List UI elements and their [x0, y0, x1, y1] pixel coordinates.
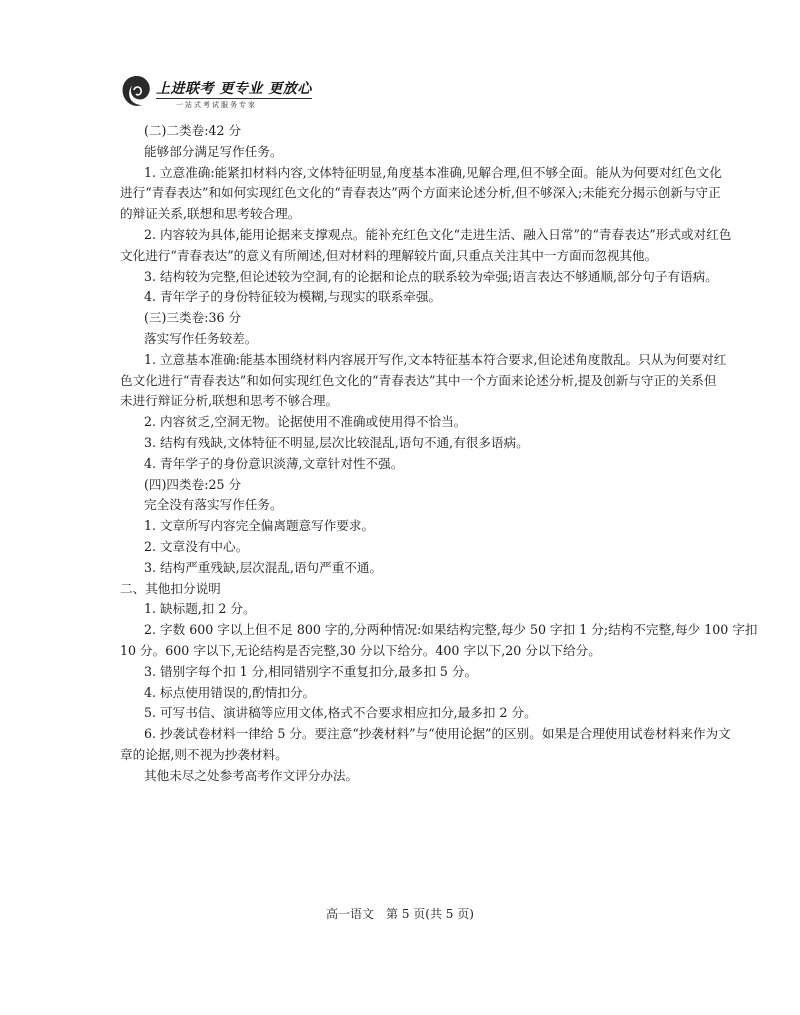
text-line: 1. 立意准确:能紧扣材料内容,文体特征明显,角度基本准确,见解合理,但不够全面。能从为何要对红色文化 [144, 164, 722, 180]
text-line: 1. 立意基本准确:能基本围绕材料内容展开写作,文本特征基本符合要求,但论述角度散乱。只从为何要对红 [144, 351, 727, 367]
text-line: 2. 内容较为具体,能用论据来支撑观点。能补充红色文化“走进生活、融入日常”的“青春表达”形式或对红色 [144, 226, 732, 242]
text-line: 3. 结构严重残缺,层次混乱,语句严重不通。 [144, 559, 383, 575]
text-line: 进行“青春表达”和如何实现红色文化的“青春表达”两个方面来论述分析,但不够深入;未能充分揭示创新与守正 [120, 185, 721, 201]
document-body [120, 121, 758, 787]
text-line: 4. 标点使用错误的,酌情扣分。 [144, 684, 316, 700]
text-line: 2. 内容贫乏,空洞无物。论据使用不准确或使用得不恰当。 [144, 414, 467, 430]
text-line: 完全没有落实写作任务。 [144, 497, 283, 513]
text-line: 1. 文章所写内容完全偏离题意写作要求。 [144, 518, 375, 534]
text-line: 4. 青年学子的身份意识淡薄,文章针对性不强。 [144, 455, 404, 471]
text-line: (二)二类卷:42 分 [144, 123, 242, 138]
text-line: 色文化进行“青春表达”和如何实现红色文化的“青春表达”其中一个方面来论述分析,提及创新与守正的关系但 [120, 372, 717, 388]
text-line: 3. 结构较为完整,但论述较为空洞,有的论据和论点的联系较为牵强;语言表达不够通顺,部分句子有语病。 [144, 268, 718, 284]
text-line: 的辩证关系,联想和思考较合理。 [120, 206, 301, 222]
text-line: 落实写作任务较差。 [144, 330, 258, 346]
logo-subtitle: 一站式考试服务专家 [176, 101, 257, 109]
text-line: 未进行辩证分析,联想和思考不够合理。 [120, 393, 339, 409]
header-logo [120, 74, 320, 114]
text-line: (四)四类卷:25 分 [144, 476, 242, 492]
text-line: 6. 抄袭试卷材料一律给 5 分。要注意“抄袭材料”与“使用论据”的区别。如果是合理使用试卷材料来作为文 [144, 726, 731, 742]
text-line: 章的论据,则不视为抄袭材料。 [120, 746, 288, 762]
text-line: 其他未尽之处参考高考作文评分办法。 [144, 767, 359, 783]
swirl-logo-icon [120, 74, 154, 110]
page-footer: 高一语文 第 5 页(共 5 页) [326, 907, 474, 921]
text-line: 3. 结构有残缺,文体特征不明显,层次比较混乱,语句不通,有很多语病。 [144, 434, 529, 450]
text-line: 3. 错别字每个扣 1 分,相同错别字不重复扣分,最多扣 5 分。 [144, 663, 478, 679]
text-line: 5. 可写书信、演讲稿等应用文体,格式不合要求相应扣分,最多扣 2 分。 [144, 705, 537, 721]
text-line: 二、其他扣分说明 [120, 580, 221, 596]
text-line: 2. 字数 600 字以上但不足 800 字的,分两种情况:如果结构完整,每少 50 字扣 1 分;结构不完整,每少 100 字扣 [144, 622, 758, 638]
text-line: 10 分。600 字以下,无论结构是否完整,30 分以下给分。400 字以下,20 分以下给分。 [120, 642, 601, 658]
text-line: 4. 青年学子的身份特征较为模糊,与现实的联系牵强。 [144, 289, 442, 305]
text-line: 2. 文章没有中心。 [144, 538, 249, 554]
text-line: (三)三类卷:36 分 [144, 310, 242, 326]
text-line: 文化进行“青春表达”的意义有所阐述,但对材料的理解较片面,只重点关注其中一方面而忽视其他。 [120, 247, 658, 263]
text-line: 1. 缺标题,扣 2 分。 [144, 601, 256, 617]
logo-slogan: 上进联考 更专业 更放心 [156, 81, 312, 97]
logo-divider [156, 98, 312, 99]
text-line: 能够部分满足写作任务。 [144, 143, 283, 159]
